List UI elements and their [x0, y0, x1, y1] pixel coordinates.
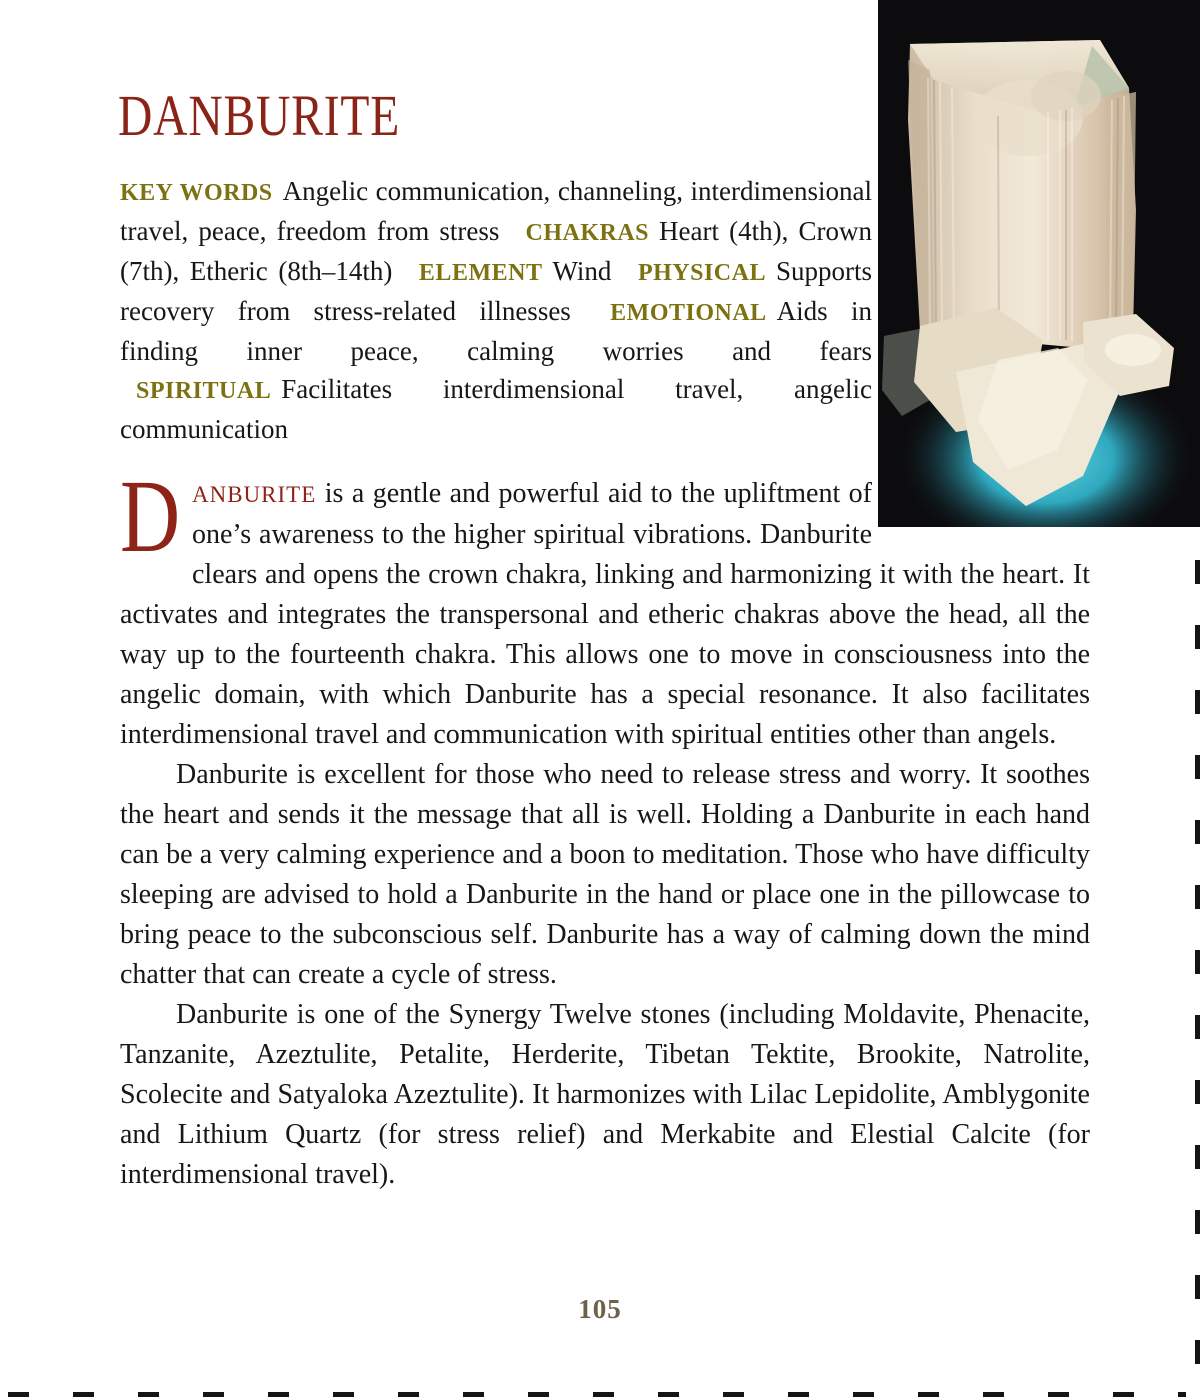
body-text [120, 459, 1090, 1195]
property-label-element: ELEMENT [418, 260, 543, 286]
property-text-chakras: Heart (4th), Crown (7th), Etheric (8th–14th) [120, 216, 872, 286]
lead-smallcaps: ANBURITE [192, 482, 317, 507]
property-text-key-words: Angelic communication, channeling, interdimensional travel, peace, freedom from stress [120, 176, 872, 246]
property-text-spiritual: Facilitates interdimensional travel, angelic communication [120, 374, 872, 444]
paragraph-1 [120, 459, 1090, 755]
property-text-emotional: Aids in finding inner peace, calming worries and fears [120, 296, 873, 366]
property-label-emotional: EMOTIONAL [610, 300, 767, 326]
photo-wrap-spacer [872, 474, 1090, 538]
danburite-crystal-image [878, 0, 1200, 527]
danburite-photo [878, 0, 1200, 527]
property-text-physical: Supports recovery from stress-related illnesses [120, 256, 872, 326]
property-label-key-words: KEY WORDS [120, 180, 273, 206]
property-label-physical: PHYSICAL [637, 260, 766, 286]
paragraph-2: Danburite is excellent for those who need to release stress and worry. It soothes the heart and sends it the message that all is well. Holding a Danburite in each hand can be a very calming experience and a boon to meditation. Those who have difficulty sleeping are advised to hold a Danburite in the hand or place one in the pillowcase to bring peace to the subconscious self. Danburite has a way of calming down the mind chatter that can create a cycle of stress. [120, 759, 1090, 990]
paragraph-1-text: is a gentle and powerful aid to the upliftment of one’s awareness to the higher spiritual vibrations. Danburite clears and opens the crown chakra, linking and harmonizing it with the heart. It activates and integrates the transpersonal and etheric chakras above the head, all the way up to the fourteenth chakra. This allows one to move in consciousness into the angelic domain, with which Danburite has a special resonance. It also facilitates interdimensional travel and communication with spiritual entities other than angels. [120, 478, 1090, 750]
drop-cap: D [120, 459, 181, 574]
property-label-chakras: CHAKRAS [525, 220, 650, 246]
right-border-ornament [1195, 560, 1200, 1400]
bottom-border-ornament [8, 1392, 1186, 1397]
paragraph-3: Danburite is one of the Synergy Twelve stones (including Moldavite, Phenacite, Tanzanite, Azeztulite, Petalite, Herderite, Tibetan Tektite, Brookite, Natrolite, Scolecite and Satyaloka Azeztulite). It harmonizes with Lilac Lepidolite, Amblygonite and Lithium Quartz (for stress relief) and Merkabite and Elestial Calcite (for interdimensional travel). [120, 999, 1090, 1190]
property-element [419, 256, 611, 286]
page-title: DANBURITE [118, 83, 401, 148]
properties-block [120, 172, 872, 448]
page-number: 105 [578, 1294, 622, 1324]
property-label-spiritual: SPIRITUAL [136, 378, 272, 404]
property-text-element: Wind [552, 256, 612, 286]
property-spiritual [120, 374, 872, 444]
